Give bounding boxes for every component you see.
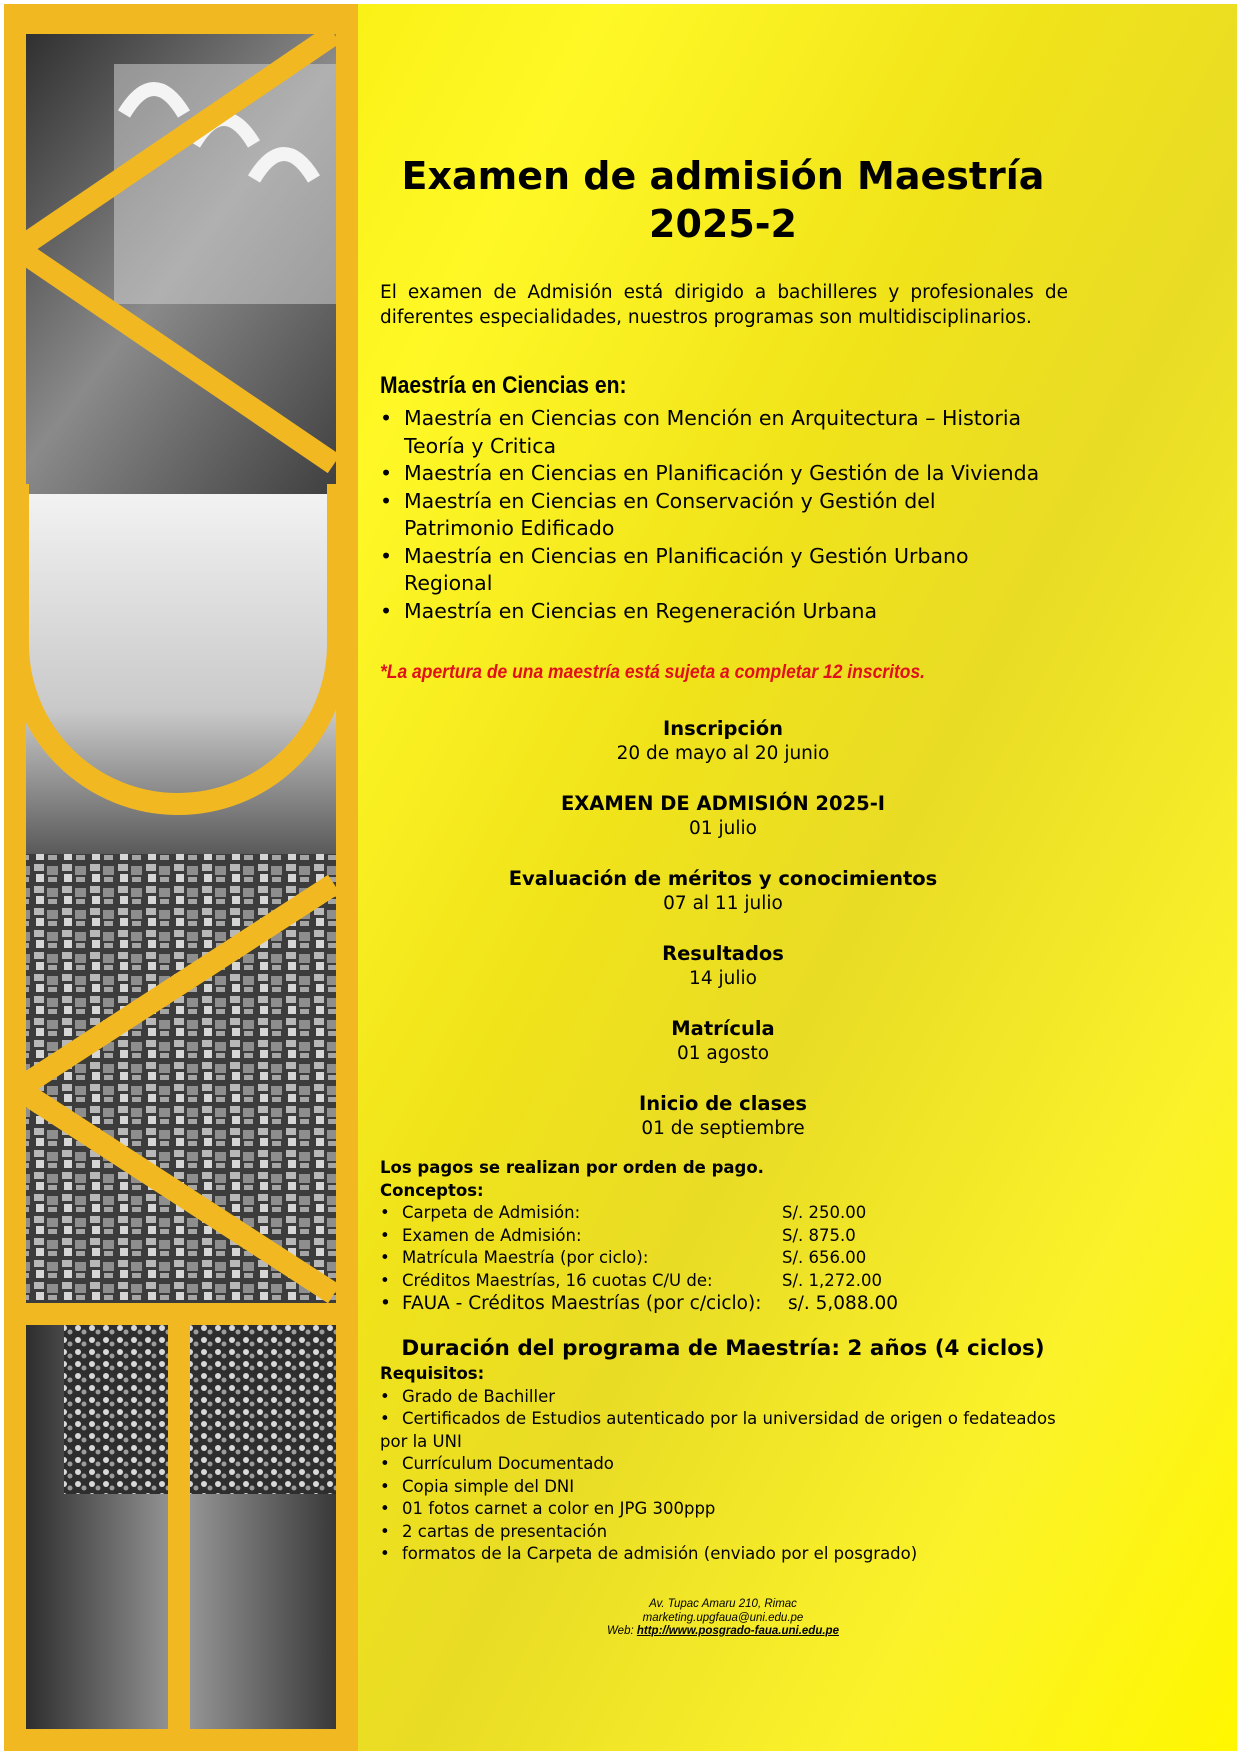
- footer-address: Av. Tupac Amaru 210, Rimac: [649, 1598, 797, 1610]
- requirements-label: Requisitos:: [380, 1364, 485, 1383]
- bullet-icon: •: [380, 598, 393, 623]
- schedule-label: EXAMEN DE ADMISIÓN 2025-I: [560, 792, 886, 815]
- requirement-text: 2 cartas de presentación: [402, 1521, 608, 1541]
- requirement-text: Grado de Bachiller: [402, 1386, 556, 1406]
- footer-web: [376, 1625, 1070, 1639]
- payments-intro: Los pagos se realizan por orden de pago.: [380, 1158, 764, 1177]
- schedule-date: 01 julio: [689, 818, 757, 839]
- program-item-label: Maestría en Ciencias en Planificación y Gestión Urbano Regional: [404, 543, 969, 595]
- bullet-icon: •: [380, 1386, 390, 1406]
- program-item-label: Maestría en Ciencias en Conservación y Gestión del Patrimonio Edificado: [404, 488, 936, 540]
- flyer-page: [4, 4, 1237, 1751]
- fee-concept: Examen de Admisión:: [402, 1225, 582, 1245]
- schedule-date: 01 agosto: [676, 1043, 770, 1064]
- bullet-icon: •: [380, 406, 393, 430]
- program-item: [380, 543, 1040, 598]
- requirement-item: [380, 1498, 1070, 1521]
- bullet-icon: •: [380, 1225, 390, 1245]
- requirement-item: [380, 1408, 1070, 1453]
- schedule-label: Inscripción: [662, 717, 784, 740]
- fee-concept: Créditos Maestrías, 16 cuotas C/U de:: [402, 1270, 713, 1290]
- program-item: [380, 460, 1040, 488]
- program-item-label: Maestría en Ciencias con Mención en Arquitectura – Historia Teoría y Critica: [404, 406, 1022, 458]
- schedule-item-evaluacion: [376, 866, 1070, 941]
- contact-footer: [376, 1598, 1070, 1639]
- schedule-item-resultados: [376, 941, 1070, 1016]
- footer-web-label: Web:: [607, 1625, 634, 1637]
- schedule-date: 20 de mayo al 20 junio: [616, 743, 830, 764]
- bullet-icon: •: [380, 1270, 390, 1290]
- bullet-icon: •: [380, 1476, 390, 1496]
- schedule-item-inicio: [376, 1091, 1070, 1166]
- fee-amount: S/. 250.00: [782, 1203, 867, 1222]
- bullet-icon: •: [380, 1248, 390, 1267]
- faua-letterform-graphic: [4, 4, 358, 1751]
- intro-paragraph: El examen de Admisión está dirigido a bachilleres y profesionales de diferentes especialidades, nuestros programas son multidisciplinarios.: [380, 282, 1068, 328]
- bullet-icon: •: [380, 543, 393, 568]
- requirement-text: Copia simple del DNI: [402, 1476, 575, 1496]
- program-item: [380, 488, 1040, 543]
- program-item: [380, 405, 1040, 460]
- schedule-label: Matrícula: [671, 1017, 775, 1040]
- fee-amount: S/. 1,272.00: [782, 1270, 882, 1290]
- fee-row: [380, 1202, 1070, 1225]
- schedule-item-examen: [376, 791, 1070, 866]
- requirement-item: [380, 1521, 1070, 1544]
- requirement-item: [380, 1453, 1070, 1476]
- footer-email[interactable]: marketing.upgfaua@uni.edu.pe: [642, 1611, 804, 1624]
- requirement-text: formatos de la Carpeta de admisión (enviado por el posgrado): [402, 1544, 918, 1563]
- program-item: [380, 598, 1040, 626]
- schedule: [376, 716, 1070, 1166]
- schedule-item-inscripcion: [376, 716, 1070, 791]
- bullet-icon: •: [380, 488, 393, 513]
- schedule-date: 07 al 11 julio: [663, 893, 783, 914]
- fee-row: [380, 1247, 1070, 1270]
- schedule-label: Resultados: [662, 942, 784, 965]
- fee-row: [380, 1270, 1070, 1293]
- schedule-date: 14 julio: [689, 968, 757, 989]
- schedule-item-matricula: [376, 1016, 1070, 1091]
- requirements-section: [380, 1363, 1070, 1566]
- fee-amount: s/. 5,088.00: [788, 1293, 899, 1314]
- requirement-item: [380, 1386, 1070, 1409]
- programs-list: [380, 405, 1040, 625]
- program-duration: Duración del programa de Maestría: 2 años (4 ciclos): [401, 1336, 1045, 1361]
- program-item-label: Maestría en Ciencias en Regeneración Urbana: [404, 598, 878, 623]
- footer-web-link[interactable]: http://www.posgrado-faua.uni.edu.pe: [636, 1625, 839, 1637]
- requirement-text: Currículum Documentado: [402, 1454, 614, 1473]
- schedule-label: Inicio de clases: [638, 1092, 808, 1115]
- fee-row: [380, 1225, 1070, 1248]
- fee-row: [380, 1292, 1070, 1316]
- bullet-icon: •: [380, 1293, 391, 1314]
- concepts-label: Conceptos:: [380, 1180, 484, 1200]
- fee-amount: S/. 656.00: [782, 1248, 867, 1267]
- requirement-text: Certificados de Estudios autenticado por la universidad de origen o fedateados por la UNI: [380, 1409, 1056, 1451]
- requirement-item: [380, 1476, 1070, 1499]
- program-item-label: Maestría en Ciencias en Planificación y Gestión de la Vivienda: [404, 461, 1040, 485]
- fee-concept: FAUA - Créditos Maestrías (por c/ciclo):: [402, 1293, 762, 1314]
- bullet-icon: •: [380, 1409, 390, 1428]
- schedule-date: 01 de septiembre: [641, 1118, 805, 1139]
- schedule-label: Evaluación de méritos y conocimientos: [508, 867, 938, 890]
- title-line-1: Examen de admisión Maestría: [401, 154, 1045, 198]
- page-title: [376, 152, 1070, 248]
- requirement-text: 01 fotos carnet a color en JPG 300ppp: [402, 1499, 716, 1518]
- bullet-icon: •: [380, 1454, 390, 1473]
- fee-amount: S/. 875.0: [782, 1225, 856, 1245]
- bullet-icon: •: [380, 1203, 390, 1222]
- programs-heading: Maestría en Ciencias en:: [380, 372, 627, 399]
- fee-concept: Carpeta de Admisión:: [402, 1203, 581, 1222]
- requirement-item: [380, 1543, 1070, 1566]
- title-line-2: 2025-2: [649, 202, 797, 246]
- fee-concept: Matrícula Maestría (por ciclo):: [402, 1248, 649, 1267]
- bullet-icon: •: [380, 1499, 390, 1518]
- payments-section: [380, 1157, 1070, 1316]
- enrollment-note: *La apertura de una maestría está sujeta a completar 12 inscritos.: [380, 662, 926, 683]
- bullet-icon: •: [380, 1521, 390, 1541]
- side-photo-strip: [4, 4, 358, 1751]
- bullet-icon: •: [380, 1544, 390, 1563]
- bullet-icon: •: [380, 461, 393, 485]
